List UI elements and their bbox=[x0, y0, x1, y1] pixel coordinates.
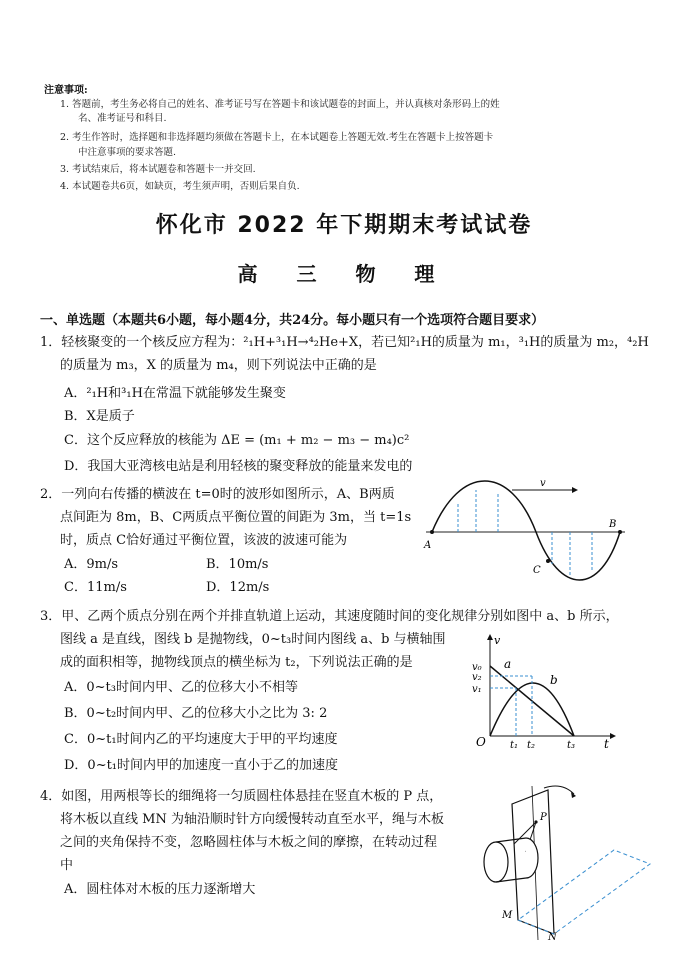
q3-line3: 成的面积相等，抛物线顶点的横坐标为 t₂，下列说法正确的是 bbox=[60, 655, 413, 670]
q2-option-a: A．9m/s bbox=[64, 557, 119, 572]
q2-option-b: B．10m/s bbox=[206, 557, 269, 572]
q3-line2: 图线 a 是直线，图线 b 是抛物线，0~t₃时间内图线 a、b 与横轴围 bbox=[60, 632, 446, 647]
q3-option-c: C．0~t₁时间内乙的平均速度大于甲的平均速度 bbox=[64, 732, 338, 747]
note-3: 3. 考试结束后，将本试题卷和答题卡一并交回. bbox=[60, 164, 256, 175]
curve-b-label: b bbox=[550, 673, 558, 687]
q3-option-a: A．0~t₃时间内甲、乙的位移大小不相等 bbox=[64, 680, 298, 695]
point-m-label: M bbox=[502, 910, 513, 921]
q4-option-a: A．圆柱体对木板的压力逐渐增大 bbox=[64, 882, 256, 897]
q4-line2: 将木板以直线 MN 为轴沿顺时针方向缓慢转动直至水平，绳与木板 bbox=[60, 812, 444, 827]
q1-option-a: A．²₁H和³₁H在常温下就能够发生聚变 bbox=[64, 386, 286, 401]
note-4: 4. 本试题卷共6页，如缺页，考生须声明，否则后果自负. bbox=[60, 181, 300, 192]
q1-line1: 1．轻核聚变的一个核反应方程为：²₁H+³₁H→⁴₂He+X，若已知²₁H的质量为 m₁，³₁H的质量为 m₂，⁴₂H bbox=[40, 335, 649, 350]
section-heading: 一、单选题（本题共6小题，每小题4分，共24分。每小题只有一个选项符合题目要求） bbox=[40, 313, 545, 328]
point-p-label: P bbox=[540, 812, 547, 823]
point-n-label: N bbox=[548, 932, 557, 942]
q3-option-b: B．0~t₂时间内甲、乙的位移大小之比为 3: 2 bbox=[64, 706, 328, 721]
q3-option-d: D．0~t₁时间内甲的加速度一直小于乙的加速度 bbox=[64, 758, 339, 773]
exam-title: 怀化市 2022 年下期期末考试试卷 bbox=[155, 213, 533, 238]
q2-line3: 时，质点 C恰好通过平衡位置，该波的波速可能为 bbox=[60, 533, 348, 548]
t3-label: t₃ bbox=[567, 740, 576, 751]
axis-t-label: t bbox=[604, 737, 609, 751]
q1-option-c: C．这个反应释放的核能为 ΔE = (m₁ + m₂ − m₃ − m₄)c² bbox=[64, 433, 410, 448]
q1-line2: 的质量为 m₃，X 的质量为 m₄，则下列说法中正确的是 bbox=[60, 358, 377, 373]
point-c-label: C bbox=[533, 565, 541, 576]
q3-line1: 3．甲、乙两个质点分别在两个并排直轨道上运动，其速度随时间的变化规律分别如图中 a、b 所示， bbox=[40, 609, 619, 624]
v2-label: v₂ bbox=[472, 672, 482, 683]
axis-v-label: v bbox=[494, 634, 501, 647]
q2-line1: 2．一列向右传播的横波在 t=0时的波形如图所示，A、B两质 bbox=[40, 487, 395, 502]
line-a-label: a bbox=[504, 657, 512, 671]
wave-figure bbox=[420, 478, 630, 586]
notes-title: 注意事项: bbox=[44, 85, 88, 96]
q1-option-b: B．X是质子 bbox=[64, 409, 135, 424]
q1-option-d: D．我国大亚湾核电站是利用轻核的聚变释放的能量来发电的 bbox=[64, 459, 413, 474]
q4-line1: 4．如图，用两根等长的细绳将一匀质圆柱体悬挂在竖直木板的 P 点， bbox=[40, 789, 443, 804]
cylinder-board-figure bbox=[482, 782, 662, 942]
q2-option-d: D．12m/s bbox=[206, 580, 270, 595]
v1-label: v₁ bbox=[472, 684, 482, 695]
note-2-cont: 中注意事项的要求答题. bbox=[78, 147, 177, 158]
q2-line2: 点间距为 8m，B、C两质点平衡位置的间距为 3m，当 t=1s bbox=[60, 510, 412, 525]
origin-label: O bbox=[476, 735, 486, 749]
q4-line4: 中 bbox=[60, 858, 74, 873]
q4-line3: 之间的夹角保持不变，忽略圆柱体与木板之间的摩擦，在转动过程 bbox=[60, 835, 438, 850]
vt-graph-figure bbox=[470, 632, 620, 752]
note-1-cont: 名、准考证号和科目. bbox=[78, 113, 167, 124]
wave-velocity-label: v bbox=[540, 478, 546, 489]
q2-option-c: C．11m/s bbox=[64, 580, 127, 595]
point-b-label: B bbox=[609, 519, 617, 530]
note-1: 1. 答题前，考生务必将自己的姓名、准考证号写在答题卡和该试题卷的封面上，并认真核对条形码上的姓 bbox=[60, 99, 500, 110]
t1-label: t₁ bbox=[510, 740, 519, 751]
note-2: 2. 考生作答时，选择题和非选择题均须做在答题卡上，在本试题卷上答题无效.考生在答题卡上按答题卡 bbox=[60, 132, 494, 143]
point-a-label: A bbox=[424, 540, 432, 551]
exam-subtitle: 高 三 物 理 bbox=[237, 262, 451, 286]
t2-label: t₂ bbox=[527, 740, 536, 751]
v0-label: v₀ bbox=[472, 662, 482, 673]
